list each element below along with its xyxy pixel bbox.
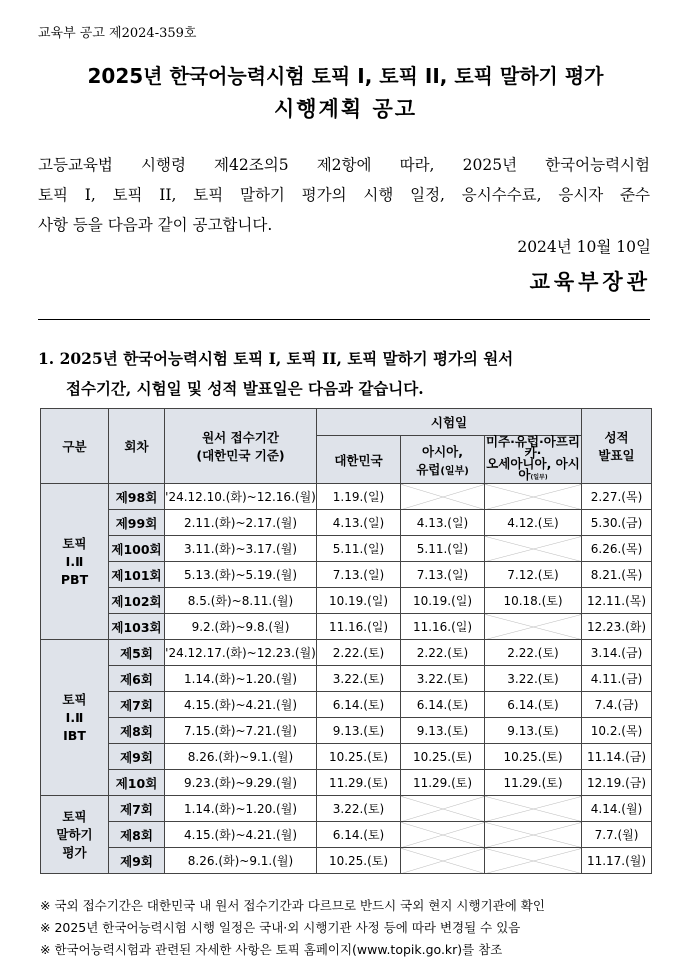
cell-application: 2.11.(화)~2.17.(월) [165,510,317,536]
cell-round: 제6회 [109,666,165,692]
table-row [41,848,652,874]
cell-korea: 5.11.(일) [317,536,401,562]
cell-result: 12.11.(목) [582,588,652,614]
cell-asia: 3.22.(토) [401,666,485,692]
section-heading [38,344,652,404]
cell-korea: 1.19.(일) [317,484,401,510]
table-row [41,640,652,666]
header-application-line: (대한민국 기준) [196,448,285,463]
table-row [41,666,652,692]
cell-result: 8.21.(목) [582,562,652,588]
cell-americas [485,848,582,874]
cell-application: 9.23.(화)~9.29.(월) [165,770,317,796]
group-label [41,484,109,640]
notice-number: 교육부 공고 제2024-359호 [38,26,197,41]
cell-asia: 4.13.(일) [401,510,485,536]
group-label-line: 말하기 [56,826,93,842]
cell-americas: 10.25.(토) [485,744,582,770]
cell-asia: 5.11.(일) [401,536,485,562]
cell-application: '24.12.17.(화)~12.23.(월) [165,640,317,666]
group-label-line: Ⅰ.Ⅱ [65,709,84,725]
cell-result: 6.26.(목) [582,536,652,562]
intro-paragraph [38,150,650,240]
cell-result: 7.7.(월) [582,822,652,848]
cell-americas [485,796,582,822]
cell-application: 5.13.(화)~5.19.(월) [165,562,317,588]
cell-korea: 11.16.(일) [317,614,401,640]
cell-asia: 11.16.(일) [401,614,485,640]
cell-round: 제10회 [109,770,165,796]
minister-signature: 교육부장관 [529,269,651,294]
cell-result: 2.27.(목) [582,484,652,510]
cell-application: 7.15.(화)~7.21.(월) [165,718,317,744]
cell-round: 제5회 [109,640,165,666]
cell-round: 제101회 [109,562,165,588]
cell-asia: 7.13.(일) [401,562,485,588]
footnote: ※ 한국어능력시험과 관련된 자세한 사항은 토픽 홈페이지(www.topik.go.kr)를 참조 [40,942,503,957]
header-exam-date: 시험일 [317,409,582,436]
header-americas-line [485,458,581,483]
cell-americas [485,822,582,848]
cell-americas: 4.12.(토) [485,510,582,536]
announcement-date: 2024년 10월 10일 [517,238,651,256]
cell-asia [401,848,485,874]
cell-asia: 11.29.(토) [401,770,485,796]
cell-korea: 10.19.(일) [317,588,401,614]
divider [38,319,650,320]
cell-application: 1.14.(화)~1.20.(월) [165,796,317,822]
cell-americas: 11.29.(토) [485,770,582,796]
cell-korea: 2.22.(토) [317,640,401,666]
header-division: 구분 [41,409,109,484]
header-americas-text: 오세아니아, 아시아 [486,456,580,482]
cell-result: 5.30.(금) [582,510,652,536]
section-line: 접수기간, 시험일 및 성적 발표일은 다음과 같습니다. [66,379,424,398]
cell-application: '24.12.10.(화)~12.16.(월) [165,484,317,510]
header-result-line: 성적 [604,430,629,445]
cell-round: 제8회 [109,822,165,848]
cell-americas [485,614,582,640]
cell-asia [401,484,485,510]
group-label-line: PBT [60,571,89,587]
group-label-line: IBT [63,727,86,743]
table-row [41,796,652,822]
cell-application: 8.5.(화)~8.11.(월) [165,588,317,614]
footnote: ※ 2025년 한국어능력시험 시행 일정은 국내·외 시행기관 사정 등에 따라 변경될 수 있음 [40,920,521,935]
table-row [41,744,652,770]
group-label-line: Ⅰ.Ⅱ [65,553,84,569]
cell-americas [485,484,582,510]
cell-asia [401,822,485,848]
header-asia-text: 유럽 [416,461,441,477]
cell-result: 12.19.(금) [582,770,652,796]
header-asia-line [401,460,484,478]
cell-korea: 6.14.(토) [317,692,401,718]
intro-line: 토픽 I, 토픽 II, 토픽 말하기 평가의 시행 일정, 응시수수료, 응시자 준수 [38,186,650,204]
document-subtitle: 시행계획 공고 [273,97,418,121]
cell-result: 3.14.(금) [582,640,652,666]
cell-asia [401,796,485,822]
document-title: 2025년 한국어능력시험 토픽 I, 토픽 II, 토픽 말하기 평가 [87,64,604,88]
header-round: 회차 [109,409,165,484]
cell-round: 제98회 [109,484,165,510]
cell-application: 1.14.(화)~1.20.(월) [165,666,317,692]
cell-round: 제7회 [109,692,165,718]
header-asia-sub: (일부) [440,465,469,477]
cell-application: 4.15.(화)~4.21.(월) [165,822,317,848]
cell-korea: 3.22.(토) [317,796,401,822]
cell-americas: 2.22.(토) [485,640,582,666]
cell-korea: 10.25.(토) [317,848,401,874]
cell-americas: 10.18.(토) [485,588,582,614]
table-row [41,614,652,640]
cell-korea: 9.13.(토) [317,718,401,744]
cell-americas [485,536,582,562]
table-row [41,692,652,718]
group-label-line: 평가 [62,844,87,860]
cell-round: 제8회 [109,718,165,744]
cell-round: 제100회 [109,536,165,562]
header-result-line: 발표일 [598,448,635,463]
header-korea: 대한민국 [317,436,401,484]
group-label-line: 토픽 [62,535,87,551]
table-row [41,484,652,510]
table-row [41,562,652,588]
schedule-body [41,484,652,874]
cell-application: 4.15.(화)~4.21.(월) [165,692,317,718]
table-row [41,588,652,614]
cell-americas: 3.22.(토) [485,666,582,692]
header-americas [485,436,582,484]
cell-round: 제9회 [109,744,165,770]
header-americas-sub: (일부) [530,474,548,481]
cell-application: 8.26.(화)~9.1.(월) [165,848,317,874]
cell-result: 4.11.(금) [582,666,652,692]
cell-application: 8.26.(화)~9.1.(월) [165,744,317,770]
cell-result: 4.14.(월) [582,796,652,822]
header-americas-line: 미주·유럽·아프리카· [485,434,581,460]
cell-round: 제103회 [109,614,165,640]
group-label [41,796,109,874]
group-label-line: 토픽 [62,691,87,707]
cell-americas: 6.14.(토) [485,692,582,718]
header-asia-line: 아시아, [422,443,463,459]
cell-round: 제102회 [109,588,165,614]
intro-line: 사항 등을 다음과 같이 공고합니다. [38,216,273,234]
header-application-line: 원서 접수기간 [202,430,279,445]
cell-round: 제9회 [109,848,165,874]
footnote: ※ 국외 접수기간은 대한민국 내 원서 접수기간과 다르므로 반드시 국외 현지 시행기관에 확인 [40,898,545,913]
cell-asia: 10.19.(일) [401,588,485,614]
schedule-table [40,408,652,874]
cell-result: 11.17.(월) [582,848,652,874]
group-label [41,640,109,796]
cell-application: 3.11.(화)~3.17.(월) [165,536,317,562]
cell-asia: 2.22.(토) [401,640,485,666]
cell-round: 제7회 [109,796,165,822]
table-row [41,718,652,744]
cell-korea: 11.29.(토) [317,770,401,796]
cell-asia: 9.13.(토) [401,718,485,744]
cell-korea: 6.14.(토) [317,822,401,848]
section-line: 1. 2025년 한국어능력시험 토픽 I, 토픽 II, 토픽 말하기 평가의 원서 [38,349,514,368]
table-row [41,510,652,536]
cell-americas: 7.12.(토) [485,562,582,588]
cell-americas: 9.13.(토) [485,718,582,744]
cell-asia: 10.25.(토) [401,744,485,770]
table-row [41,822,652,848]
cell-korea: 10.25.(토) [317,744,401,770]
header-asia [401,436,485,484]
footnotes [40,895,652,961]
cell-korea: 3.22.(토) [317,666,401,692]
cell-result: 10.2.(목) [582,718,652,744]
table-row [41,770,652,796]
cell-application: 9.2.(화)~9.8.(월) [165,614,317,640]
group-label-line: 토픽 [62,808,87,824]
intro-line: 고등교육법 시행령 제42조의5 제2항에 따라, 2025년 한국어능력시험 [38,156,650,174]
cell-korea: 4.13.(일) [317,510,401,536]
cell-asia: 6.14.(토) [401,692,485,718]
cell-round: 제99회 [109,510,165,536]
cell-result: 11.14.(금) [582,744,652,770]
table-row [41,536,652,562]
header-application [165,409,317,484]
header-result [582,409,652,484]
cell-result: 7.4.(금) [582,692,652,718]
cell-korea: 7.13.(일) [317,562,401,588]
cell-result: 12.23.(화) [582,614,652,640]
